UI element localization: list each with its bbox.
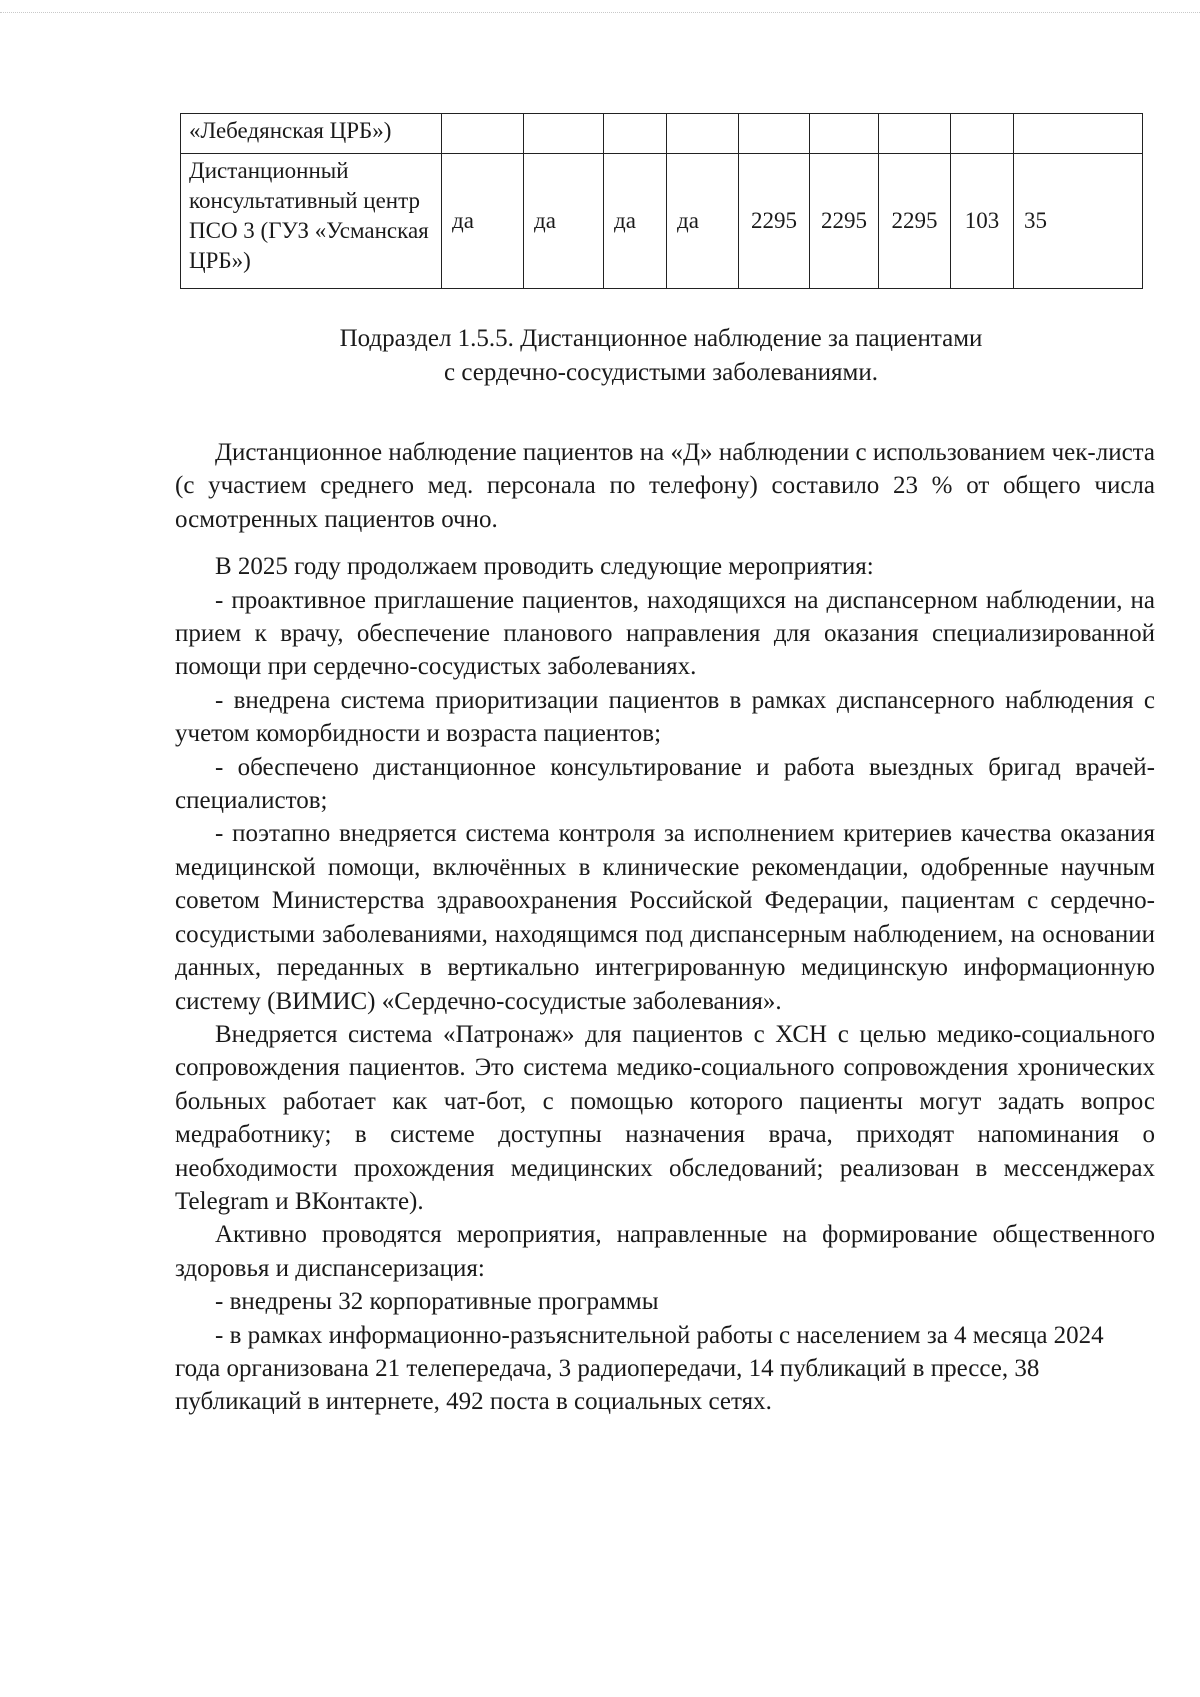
list-item: - поэтапно внедряется система контроля за исполнением критериев качества оказания медицинской помощи, включённых в клинические рекомендации, одобренные научным советом Министерства здравоохранения Российской Федерации, пациентам с сердечно-сосудистыми заболеваниями, находящимся под диспансерным наблюдением, на основании данных, переданных в вертикально интегрированную медицинскую информационную систему (ВИМИС) «Сердечно-сосудистые заболевания». [175,820,1155,1015]
list-item: - в рамках информационно-разъяснительной работы с населением за 4 месяца 2024 года организована 21 телепередача, 3 радиопередачи, 14 публикаций в прессе, 38 публикаций в интернете, 492 поста в социальных сетях. [175,1321,1104,1416]
table-cell: да [604,154,667,289]
table-cell: 2295 [879,154,951,289]
subsection-title-line: Подраздел 1.5.5. Дистанционное наблюдение за пациентами [339,325,983,352]
table-cell [1014,114,1143,154]
table-cell-name-line: ПСО 3 (ГУЗ «Усманская [189,218,429,243]
table-cell: да [667,154,739,289]
table-row [181,154,1143,289]
table-cell: 2295 [810,154,879,289]
table-cell: 35 [1014,154,1143,289]
paragraph: Внедряется система «Патронаж» для пациентов с ХСН с целью медико-социального сопровождения пациентов. Это система медико-социального сопровождения хронических больных работает как чат-бот, с помощью которого пациенты могут задать вопрос медработнику; в системе доступны назначения врача, приходят напоминания о необходимости прохождения медицинских обследований; реализован в мессенджерах Telegram и ВКонтакте). [175,1020,1155,1215]
table-cell-name-line: Дистанционный [189,158,349,183]
table-cell [739,114,810,154]
table-row [181,114,1143,154]
list-item: - внедрена система приоритизации пациентов в рамках диспансерного наблюдения с учетом коморбидности и возраста пациентов; [175,686,1155,748]
subsection-title-line: с сердечно-сосудистыми заболеваниями. [444,359,878,386]
list-item: - обеспечено дистанционное консультирование и работа выездных бригад врачей-специалистов; [175,753,1155,815]
subsection-title [180,322,1142,390]
table-cell [879,114,951,154]
table-cell-name: «Лебедянская ЦРБ») [181,114,442,154]
table-cell: 2295 [739,154,810,289]
body-text [175,436,1155,1419]
table-cell [442,114,524,154]
list-item: - внедрены 32 корпоративные программы [215,1288,659,1316]
paragraph: Дистанционное наблюдение пациентов на «Д» наблюдении с использованием чек-листа (с участием среднего мед. персонала по телефону) составило 23 % от общего числа осмотренных пациентов очно. [175,439,1155,533]
paragraph: В 2025 году продолжаем проводить следующие мероприятия: [215,553,874,581]
table-cell [951,114,1014,154]
table-cell [524,114,604,154]
table-cell [810,114,879,154]
table-cell [667,114,739,154]
table-cell: да [442,154,524,289]
table-cell-name [181,154,442,289]
data-table [180,113,1143,289]
table-cell: 103 [951,154,1014,289]
paragraph: Активно проводятся мероприятия, направленные на формирование общественного здоровья и диспансеризация: [175,1221,1155,1282]
page-top-edge [0,0,1200,13]
table-cell-name-line: консультативный центр [189,188,420,213]
list-item: - проактивное приглашение пациентов, находящихся на диспансерном наблюдении, на прием к врачу, обеспечение планового направления для оказания специализированной помощи при сердечно-сосудистых заболеваниях. [175,586,1155,681]
table-cell: да [524,154,604,289]
table-cell-name-line: ЦРБ») [189,248,251,273]
table-cell [604,114,667,154]
